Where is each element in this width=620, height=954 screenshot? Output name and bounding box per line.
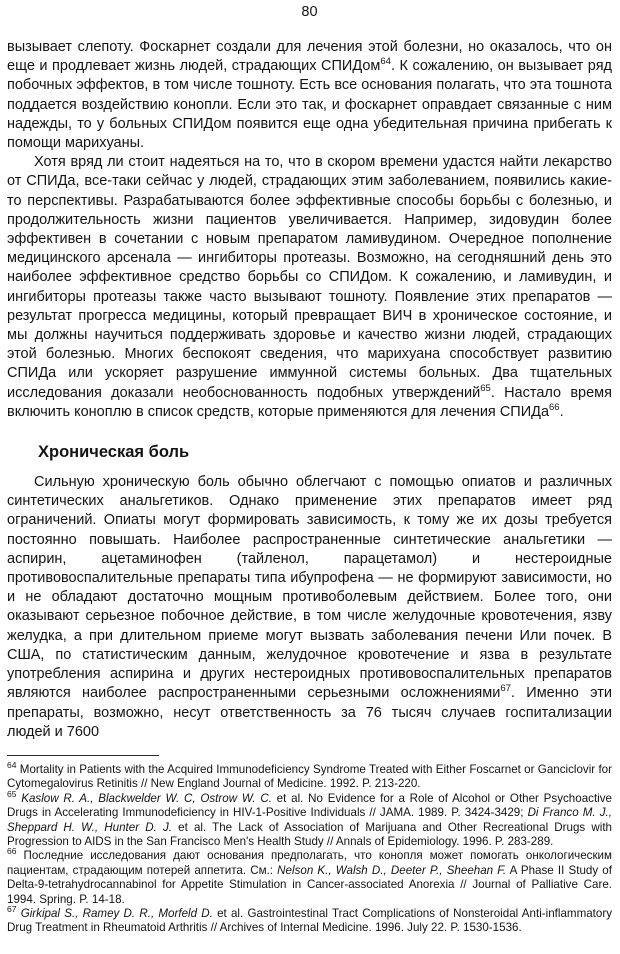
paragraph-text: .	[559, 403, 564, 420]
paragraph-text: . К сожалению, он вызывает ряд побочных эффектов, в том числе тошноту. Есть все основания полагать, что эта тошнота поддается воздействию конопли. Если это так, и фоскарнет оправдает связанные с ним надежды, то у больных СПИДом появится еще одна убедительная причина прибегать к помощи марихуаны.	[7, 58, 613, 152]
footnote-authors: Nelson K., Walsh D., Deeter P., Sheehan F.	[277, 863, 507, 877]
footnote-text: et al. Gastrointestinal Tract Complications of Nonsteroidal Anti-inflammatory Drug Treatment in Rheumatoid Arthritis // Archives of Internal Medicine. 1996. July 22. P. 1530-1536.	[7, 906, 612, 935]
footnote-number: 64	[7, 760, 17, 771]
footnote-ref-67: 67	[500, 683, 511, 695]
footnote-ref-65: 65	[480, 382, 491, 394]
footnote-authors: Di Franco M. J., Sheppard H. W., Hunter D. J.	[7, 806, 612, 834]
paragraph-aids-treatment	[7, 153, 612, 422]
footnote-ref-64: 64	[380, 56, 391, 68]
footnote-authors: Kaslow R. A., Blackwelder W. C, Ostrow W. C.	[16, 791, 272, 805]
body-text	[7, 38, 612, 742]
footnote-67	[7, 904, 612, 936]
footnote-text: et al. No Evidence for a Role of Alcohol or Other Psychoactive Drugs in Accelerating Immunodeficiency in HIV-1-Positive Individuals // JAMA. 1989. P. 3424-3429;	[7, 791, 612, 820]
footnote-separator	[7, 755, 159, 756]
paragraph-text: Хотя вряд ли стоит надеяться на то, что в скором времени удастся найти лекарство от СПИДа, все-таки сейчас у людей, страдающих этим заболеванием, появились какие-то перспективы. Разрабатываются более эффективные способы борьбы с болезнью, и продолжительность жизни пациентов увеличивается. Например, зидовудин более эффективен в сочетании с новым препаратом ламивудином. Очередное пополнение медицинского арсенала — ингибиторы протеазы. Возможно, на сегодняшний день это наиболее эффективное средство борьбы со СПИДом. К сожалению, и ламивудин, и ингибиторы протеазы также часто вызывают тошноту. Появление этих препаратов — результат прогресса медицины, который превращает ВИЧ в хроническое состояние, и мы должны научиться поддерживать здоровье и качество жизни людей, страдающих этой болезнью. Многих беспокоят сведения, что марихуана способствует развитию СПИДа или ускоряет разрушение иммунной системы больных. Два тщательных исследования доказали необоснованность подобных утверждений	[7, 154, 612, 401]
footnote-text: A Phase II Study of Delta-9-tetrahydrocannabinol for Appetite Stimulation in Cancer-associated Anorexia // Journal of Palliative Care. 1994. Spring. P. 14-18.	[7, 863, 612, 906]
footnote-number: 66	[7, 846, 17, 857]
footnote-authors: Girkipal S., Ramey D. R., Morfeld D.	[16, 906, 213, 920]
paragraph-continuation	[7, 38, 612, 153]
paragraph-text: Сильную хроническую боль обычно облегчают с помощью опиатов и различных синтетических анальгетиков. Однако применение этих препаратов имеет ряд ограничений. Опиаты могут формировать зависимость, к тому же их дозы требуется постоянно повышать. Наиболее распространенные синтетические анальгетики — аспирин, ацетаминофен (тайленол, парацетамол) и нестероидные противовоспалительные препараты типа ибупрофена — не формируют зависимости, но и не обладают достаточно мощным противоболевым действием. Более того, они оказывают серьезное побочное действие, в том числе желудочные кровотечения, язву желудка, а при длительном приеме могут вызвать заболевания печени Или почек. В США, по статистическим данным, желудочное кровотечение и язва в результате употребления аспирина и других нестероидных противовоспалительных препаратов являются наиболее распространенными серьезными осложнениями	[7, 474, 612, 702]
footnote-text: et al. The Lack of Association of Marijuana and Other Recreational Drugs with Progression to AIDS in the San Francisco Men's Health Study // Annals of Epidemiology. 1996. P. 283-289.	[7, 820, 612, 848]
footnote-66	[7, 846, 612, 907]
paragraph-chronic-pain	[7, 473, 612, 742]
paragraph-text: . Настало время включить коноплю в список средств, которые применяются для лечения СПИДа	[7, 384, 612, 420]
footnote-text: Последние исследования дают основания предполагать, что конопля может помогать онкологическим пациентам, страдающим потерей аппетита. См.:	[7, 849, 612, 877]
footnote-number: 67	[7, 904, 17, 915]
footnote-64	[7, 760, 612, 792]
section-heading-chronic-pain: Хроническая боль	[38, 443, 190, 462]
paragraph-text: вызывает слепоту. Фоскарнет создали для лечения этой болезни, но оказалось, что он еще и продлевает жизнь людей, страдающих СПИДом	[7, 39, 612, 75]
footnote-ref-66: 66	[549, 402, 560, 414]
footnote-number: 65	[7, 788, 17, 799]
paragraph-text: . Именно эти препараты, возможно, несут ответственность за 76 тысяч случаев госпитализации людей и 7600	[7, 685, 612, 740]
page-number: 80	[301, 4, 318, 20]
footnote-text: Mortality in Patients with the Acquired Immunodeficiency Syndrome Treated with Either Foscarnet or Ganciclovir for Cytomegalovirus Retinitis // New England Journal of Medicine. 1992. P. 213-220.	[7, 762, 612, 791]
footnote-65	[7, 788, 612, 850]
footnotes-section	[7, 755, 612, 936]
